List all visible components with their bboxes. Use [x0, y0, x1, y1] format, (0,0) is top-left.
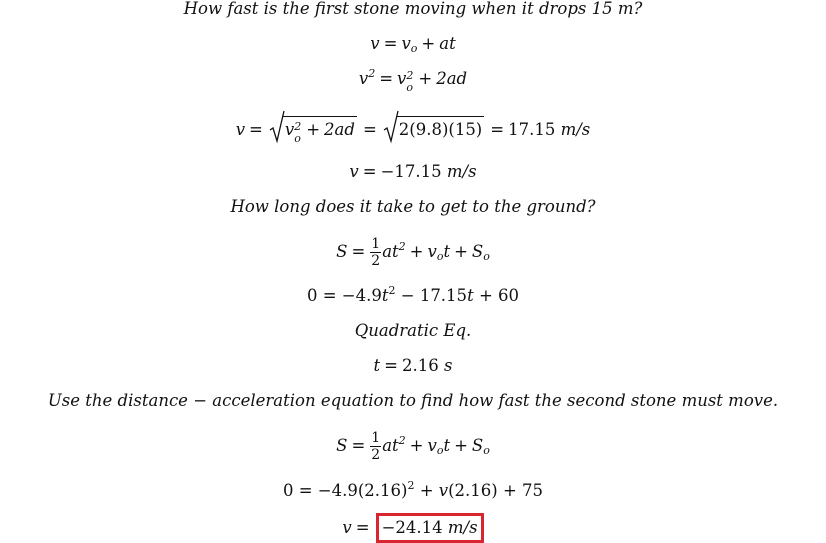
eq5-fraction — [370, 236, 381, 269]
eq3-rad-plus: + — [306, 120, 321, 139]
eq5-s: S — [471, 242, 484, 261]
eq5-at-sup: 2 — [398, 240, 406, 253]
eq10-answer: −24.14 — [381, 518, 443, 537]
eq5-equals: = — [351, 242, 366, 261]
eq5-lhs: S — [336, 242, 348, 261]
radical-sign-icon — [269, 110, 285, 144]
equation-displacement-1 — [0, 236, 826, 269]
instruction-second-stone: Use the distance − acceleration equation to find how fast the second stone must move. — [47, 391, 779, 410]
eq2-2ad: 2ad — [436, 69, 468, 88]
eq8-t: t — [443, 436, 451, 455]
eq9-part-a: 0 = −4.9(2.16) — [282, 481, 408, 500]
eq5-at: at — [382, 242, 399, 261]
equation-displacement-2 — [0, 430, 826, 463]
eq2-v-sub: o — [406, 81, 413, 94]
equation-velocity — [0, 33, 826, 55]
eq6-sup: 2 — [388, 284, 396, 297]
eq8-v-sub: o — [436, 444, 444, 457]
eq1-lhs: v — [370, 34, 380, 53]
eq2-plus: + — [418, 69, 433, 88]
eq3-unit: m/s — [560, 120, 591, 139]
eq1-plus: + — [421, 34, 436, 53]
eq8-v: v — [427, 436, 437, 455]
eq6-part-a: 0 = −4.9 — [306, 286, 382, 305]
eq7-lhs: t — [373, 356, 381, 375]
eq3-rad-sup: 2 — [294, 120, 302, 133]
eq8-at: at — [382, 436, 399, 455]
eq9-part-b: + — [414, 481, 439, 500]
equation-velocity-root — [0, 116, 826, 145]
eq5-v-sub: o — [436, 250, 444, 263]
eq10-equals: = — [355, 518, 370, 537]
eq8-den: 2 — [371, 447, 381, 463]
eq3-equals-1: = — [249, 120, 263, 139]
eq3-equals-3: = — [490, 120, 505, 139]
answer-box — [376, 513, 484, 543]
eq8-s-sub: o — [483, 444, 490, 457]
eq3-sqrt-1 — [269, 116, 357, 145]
eq5-plus-1: + — [409, 242, 424, 261]
eq7-value: 2.16 — [402, 356, 439, 375]
eq2-v: v — [397, 69, 407, 88]
eq3-rad-supsub — [294, 120, 302, 145]
eq8-plus-2: + — [454, 436, 468, 455]
eq4-lhs: v — [349, 162, 359, 181]
eq8-lhs: S — [336, 436, 348, 455]
question-first-stone-speed: How fast is the first stone moving when it drops 15 m? — [183, 0, 643, 18]
eq6-part-c: + 60 — [473, 286, 520, 305]
equation-time-result — [0, 355, 826, 377]
eq3-rad-2ad: 2ad — [324, 120, 355, 139]
eq5-den: 2 — [371, 253, 381, 269]
eq5-t: t — [443, 242, 451, 261]
eq5-num: 1 — [371, 236, 381, 252]
eq6-t2: t — [467, 286, 474, 305]
eq1-v-sub: o — [410, 42, 418, 55]
equation-second-stone — [0, 480, 826, 502]
eq8-at-sup: 2 — [398, 434, 406, 447]
eq3-sqrt-2 — [383, 116, 484, 141]
eq2-v-supsub — [406, 69, 414, 94]
radical-sign-icon — [383, 110, 399, 144]
question-time-to-ground: How long does it take to get to the ground? — [230, 197, 596, 216]
eq7-equals: = — [384, 356, 398, 375]
eq7-unit: s — [444, 356, 453, 375]
eq9-v: v — [438, 481, 449, 500]
eq5-s-sub: o — [483, 250, 490, 263]
eq4-equals: = — [362, 162, 377, 181]
eq2-v-sup: 2 — [406, 69, 414, 82]
eq2-equals: = — [379, 69, 394, 88]
eq8-fraction — [370, 430, 381, 463]
eq2-lhs: v — [358, 69, 369, 88]
eq3-result: 17.15 — [508, 120, 556, 139]
eq9-part-c: (2.16) + 75 — [448, 481, 544, 500]
eq8-num: 1 — [371, 430, 381, 446]
eq8-s: S — [471, 436, 484, 455]
eq6-part-b: − 17.15 — [395, 286, 468, 305]
label-quadratic-eq: Quadratic Eq. — [354, 321, 472, 340]
eq10-unit: m/s — [447, 518, 478, 537]
eq1-equals: = — [383, 34, 398, 53]
eq4-unit: m/s — [446, 162, 477, 181]
equation-velocity-negative — [0, 161, 826, 183]
eq1-at: at — [439, 34, 456, 53]
eq9-sup: 2 — [407, 479, 415, 492]
equation-quadratic-time — [0, 285, 826, 307]
eq1-v: v — [401, 34, 411, 53]
eq8-equals: = — [351, 436, 366, 455]
eq3-rad2: 2(9.8)(15) — [397, 116, 484, 141]
eq6-t: t — [381, 286, 389, 305]
eq8-plus-1: + — [409, 436, 424, 455]
eq5-plus-2: + — [454, 242, 468, 261]
eq3-rad-sub: o — [294, 132, 301, 145]
eq4-value: −17.15 — [380, 162, 442, 181]
eq3-lhs: v — [235, 120, 246, 139]
equation-velocity-squared — [0, 67, 826, 94]
equation-final-answer — [0, 513, 826, 543]
eq3-equals-2: = — [362, 120, 377, 139]
eq2-lhs-sup: 2 — [368, 67, 376, 80]
eq5-v: v — [427, 242, 437, 261]
eq10-lhs: v — [342, 518, 352, 537]
eq3-rad-v: v — [284, 120, 295, 139]
